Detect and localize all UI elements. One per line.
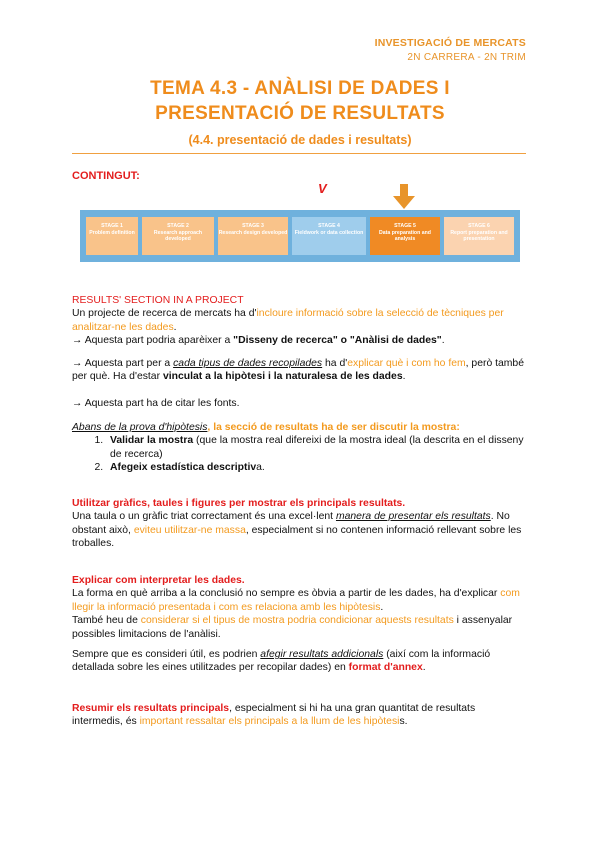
- course-header: INVESTIGACIÓ DE MERCATS: [374, 37, 526, 49]
- stage-6-desc: Report preparation and presentation: [450, 229, 508, 242]
- stage-6-name: STAGE 6: [468, 223, 490, 229]
- interpret-heading: Explicar com interpretar les dades.: [72, 575, 245, 586]
- list-item: 1. Validar la mostra (que la mostra real difereixi de la mostra ideal (la descrita en el disseny de recerca): [106, 434, 527, 461]
- stage-3: [218, 217, 288, 255]
- interpret-section: [72, 574, 527, 641]
- term-header: 2N CARRERA - 2N TRIM: [407, 52, 526, 63]
- list-item: 2. Afegeix estadística descriptiva.: [106, 461, 527, 474]
- sample-list: [72, 434, 527, 474]
- page-title-line1: TEMA 4.3 - ANÀLISI DE DADES I: [150, 78, 450, 99]
- stage-1-name: STAGE 1: [101, 223, 123, 229]
- results-paragraph-3: → Aquesta part per a cada tipus de dades recopilades ha d'explicar què i com ho fem, però també per què. Ha d'estar vinculat a la hipòtesi i la naturalesa de les dades.: [72, 358, 524, 383]
- results-section: [72, 294, 527, 348]
- results-heading: RESULTS' SECTION IN A PROJECT: [72, 295, 244, 306]
- graphs-text: Una taula o un gràfic triat correctament és una excel·lent manera de presentar els resultats. No obstant això, eviteu utilitzar-ne massa, especialment si no contenen informació rellevant sobre les troballes.: [72, 511, 522, 550]
- stage-3-name: STAGE 3: [242, 223, 264, 229]
- page-subtitle: (4.4. presentació de dades i resultats): [188, 133, 412, 147]
- down-arrow-icon: [393, 184, 415, 210]
- interpret-text-3: Sempre que es consideri útil, es podrien afegir resultats addicionals (així com la informació detallada sobre les eines utilitzades per recopilar dades) en format d'annex.: [72, 649, 491, 674]
- graphs-section: [72, 497, 527, 551]
- title-divider: [72, 153, 526, 154]
- stage-5-desc: Data preparation and analysis: [379, 229, 431, 242]
- page-title-line2: PRESENTACIÓ DE RESULTATS: [155, 103, 445, 124]
- graphs-heading: Utilitzar gràfics, taules i figures per mostrar els principals resultats.: [72, 498, 406, 509]
- stage-2-name: STAGE 2: [167, 223, 189, 229]
- stage-4: [292, 217, 366, 255]
- stage-4-desc: Fieldwork or data collection: [294, 229, 364, 236]
- research-stages-diagram: [80, 210, 520, 262]
- results-paragraph-2: → Aquesta part podria aparèixer a "Disseny de recerca" o "Anàlisi de dades".: [72, 335, 445, 347]
- check-mark: V: [318, 181, 327, 196]
- results-paragraph-1: Un projecte de recerca de mercats ha d'incloure informació sobre la selecció de tècniques per analitzar-ne les dades.: [72, 308, 504, 333]
- stage-2-desc: Research approach developed: [153, 229, 203, 242]
- summary-section: Resumir els resultats principals, especialment si hi ha una gran quantitat de resultats intermedis, és important ressaltar els principals a la llum de les hipòtesis.: [72, 703, 476, 728]
- results-paragraph-4: → Aquesta part ha de citar les fonts.: [72, 398, 240, 409]
- stage-2: [142, 217, 214, 255]
- stage-1-desc: Problem definition: [89, 229, 135, 236]
- stage-1: [86, 217, 138, 255]
- sample-discussion: Abans de la prova d'hipòtesis, la secció de resultats ha de ser discutir la mostra: 1. Validar la mostra (que la mostra real difereixi de la mostra ideal (la descrita en el disseny de recerca) 2. Afegeix estadística descriptiva.: [72, 421, 527, 475]
- stage-5-name: STAGE 5: [394, 223, 416, 229]
- stage-4-name: STAGE 4: [318, 223, 340, 229]
- stage-3-desc: Research design developed: [218, 229, 288, 236]
- interpret-text-2: També heu de considerar si el tipus de mostra podria condicionar aquests resultats i assenyalar possibles limitacions de l'anàlisi.: [72, 615, 513, 640]
- stage-5: [370, 217, 440, 255]
- stage-6: [444, 217, 514, 255]
- contents-label: CONTINGUT:: [72, 170, 140, 182]
- interpret-text-1: La forma en què arriba a la conclusió no sempre es òbvia a partir de les dades, ha d'explicar com llegir la informació presentada i com es relaciona amb les hipòtesis.: [72, 588, 520, 613]
